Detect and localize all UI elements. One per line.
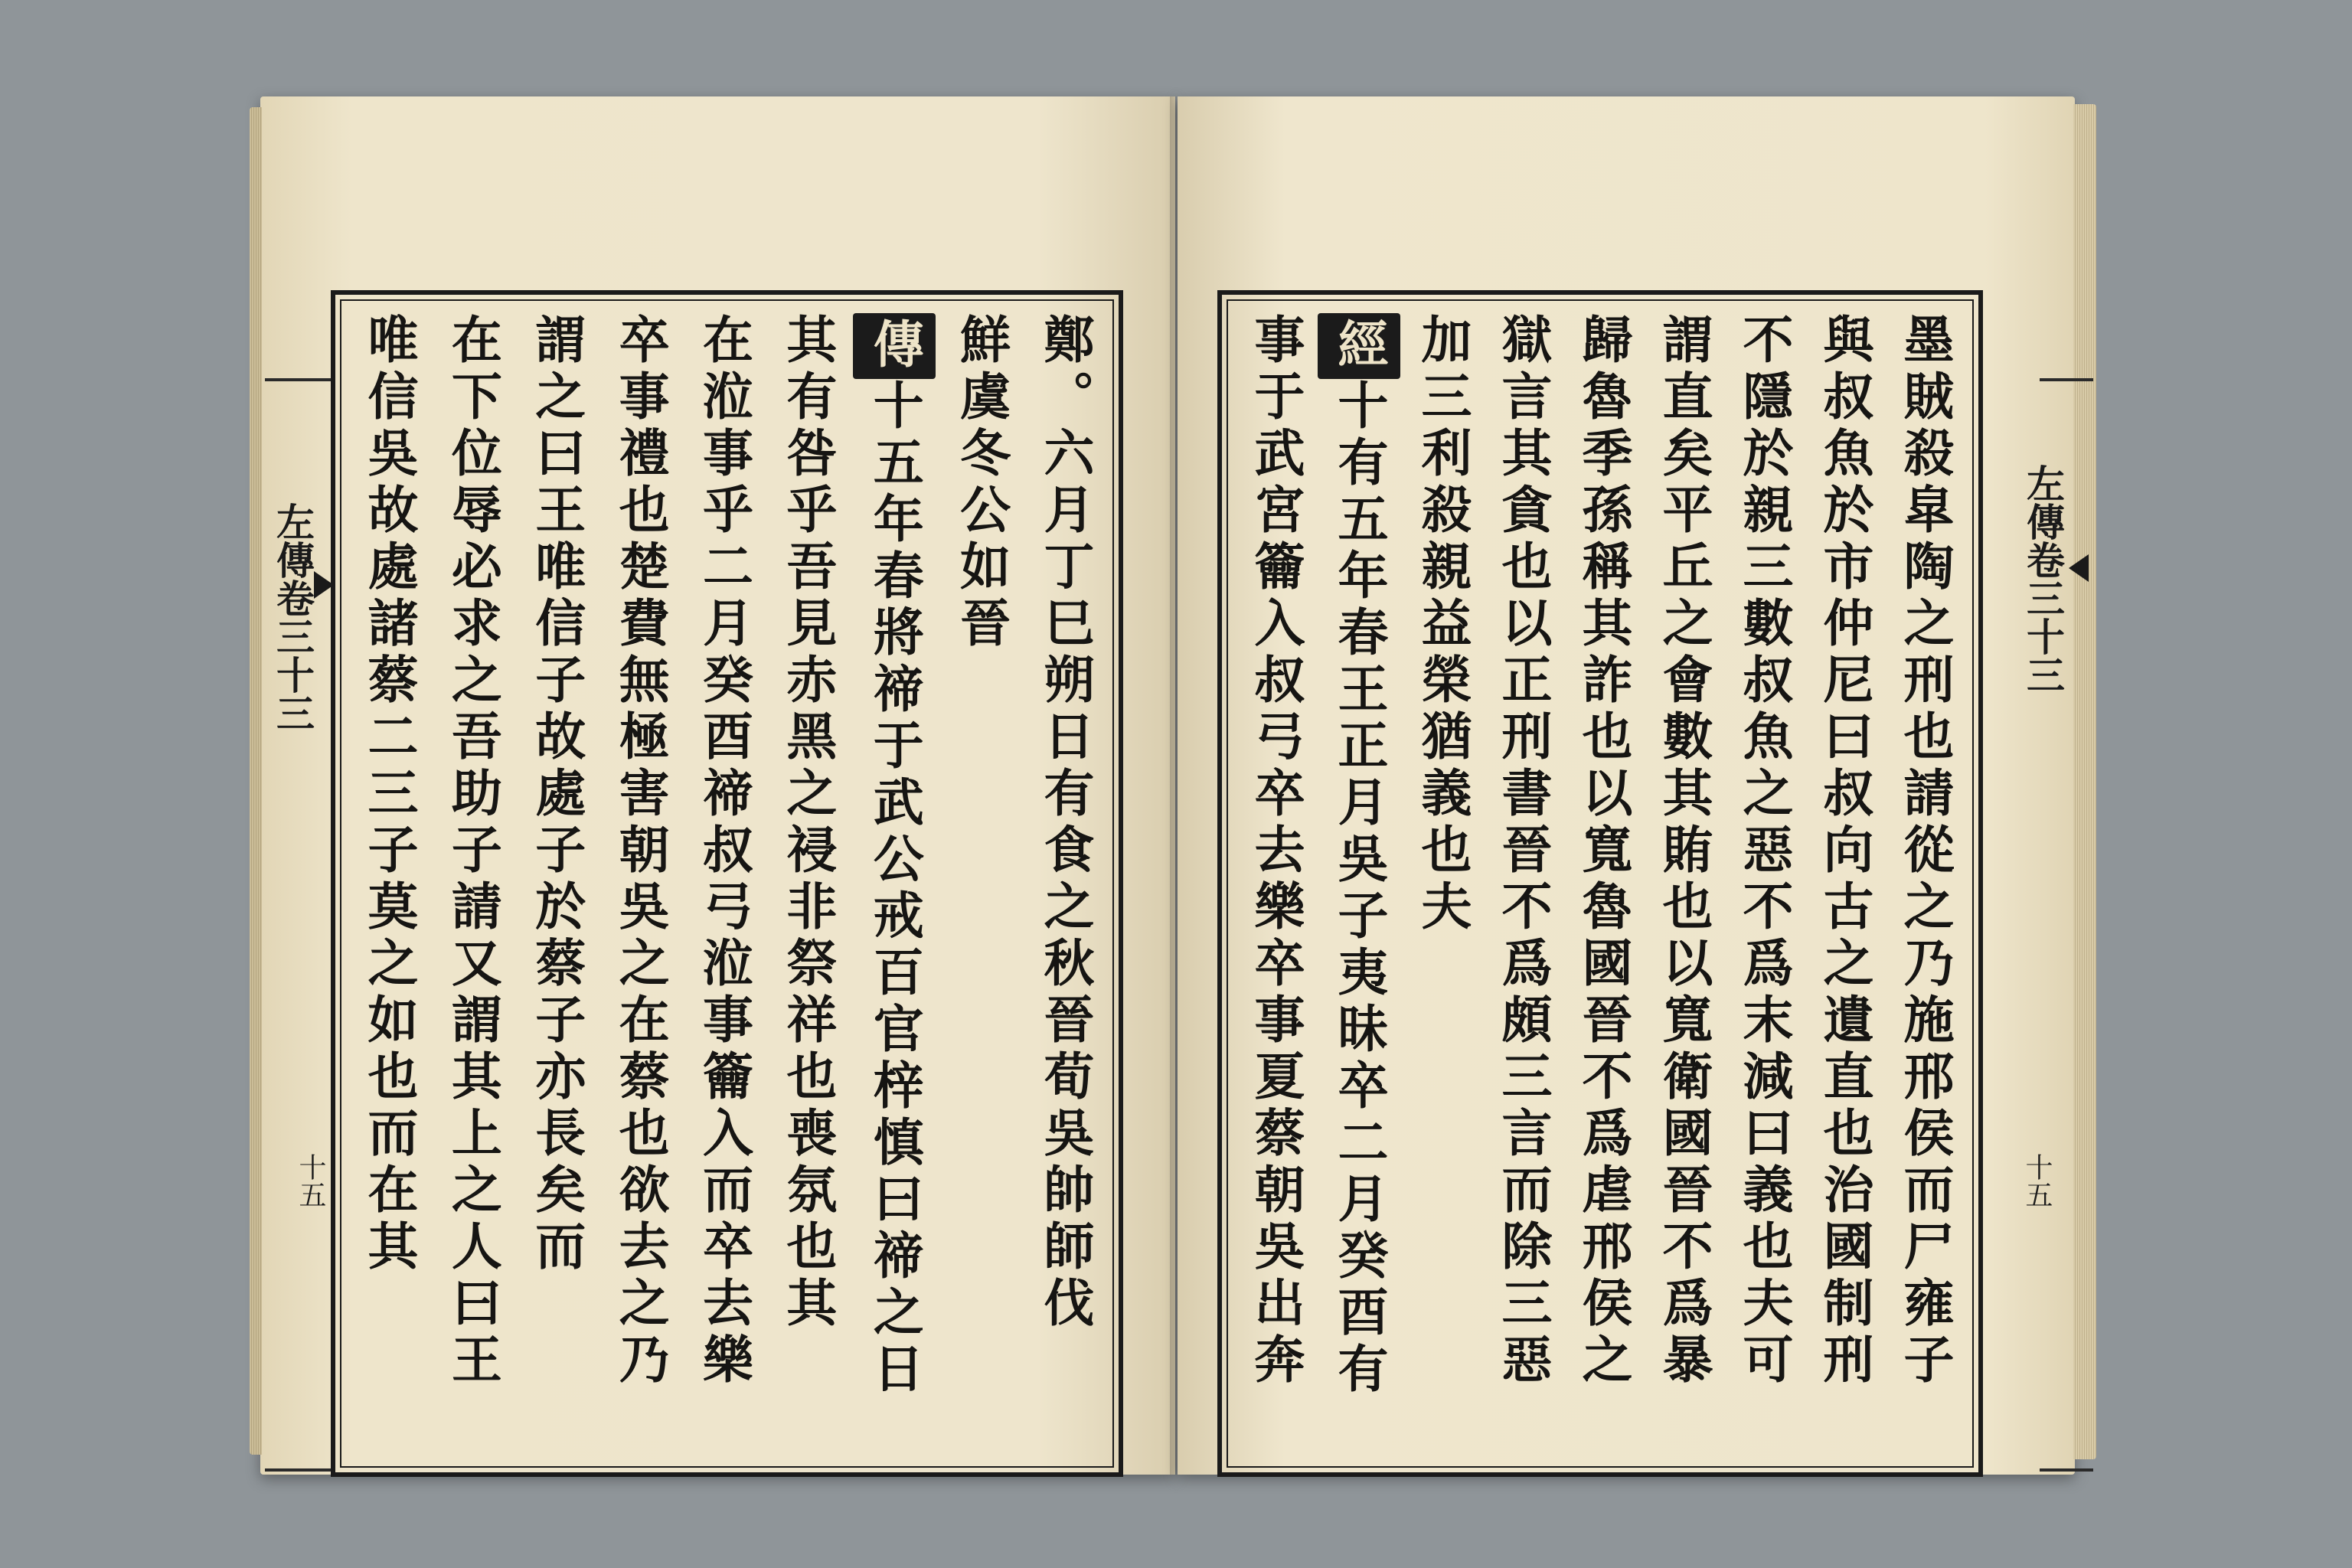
text-column-rest: 十五年春將禘于武公戒百官梓慎曰禘之日 — [864, 379, 925, 1399]
text-column: 其有咎乎吾見赤黑之祲非祭祥也喪氛也其 — [777, 313, 838, 1333]
text-column: 加三利殺親益榮猶義也夫 — [1413, 313, 1472, 936]
right-page-edges — [2073, 104, 2096, 1459]
left-folio: 十五 — [295, 1153, 326, 1208]
text-column: 墨賊殺皐陶之刑也請從之乃施邢侯而尸雍子 — [1895, 313, 1955, 1390]
text-column: 不隱於親三數叔魚之惡不爲末減曰義也夫可 — [1734, 313, 1794, 1390]
open-book — [260, 96, 2075, 1475]
text-column: 鄭。六月丁巳朔日有食之秋晉荀吳帥師伐 — [1035, 313, 1095, 1333]
text-column — [1318, 313, 1400, 1454]
text-column: 謂之曰王唯信子故處子於蔡子亦長矣而 — [526, 313, 586, 1276]
text-column: 事于武宮籥入叔弓卒去樂卒事夏蔡朝吳出奔 — [1246, 313, 1305, 1390]
left-spine-label: 左傳卷三十三 — [270, 502, 315, 732]
text-column — [853, 313, 936, 1454]
right-folio: 十五 — [2021, 1153, 2053, 1208]
right-spine-label: 左傳卷三十三 — [2020, 464, 2066, 694]
text-column: 鮮虞冬公如晉 — [951, 313, 1011, 653]
text-column: 歸魯季孫稱其詐也以寬魯國晉不爲虐邢侯之 — [1573, 313, 1633, 1390]
text-column: 卒事禮也楚費無極害朝吳之在蔡也欲去之乃 — [610, 313, 671, 1390]
classic-marker: 經 — [1318, 313, 1400, 379]
left-text-frame — [331, 290, 1123, 1477]
text-column: 獄言其貪也以正刑書晉不爲頗三言而除三惡 — [1493, 313, 1553, 1390]
spine-fishtail-mark — [2069, 554, 2089, 582]
left-page-edges — [250, 107, 262, 1455]
text-column: 謂直矣平丘之會數其賄也以寬衛國晉不爲暴 — [1654, 313, 1713, 1390]
spine-band-bottom — [265, 1468, 334, 1472]
left-text-columns — [351, 313, 1103, 1454]
commentary-marker: 傳 — [853, 313, 936, 379]
text-column: 在涖事乎二月癸酉禘叔弓涖事籥入而卒去樂 — [694, 313, 754, 1390]
right-text-columns — [1237, 313, 1963, 1454]
spine-band-bottom — [2040, 1468, 2093, 1472]
spine-band-top — [2040, 378, 2093, 381]
right-page — [1178, 96, 2075, 1475]
spine-band-top — [265, 378, 334, 381]
text-column: 在下位辱必求之吾助子請又謂其上之人曰王 — [443, 313, 503, 1390]
right-text-frame — [1217, 290, 1983, 1477]
text-column: 與叔魚於市仲尼曰叔向古之遺直也治國制刑 — [1815, 313, 1874, 1390]
text-column-rest: 十有五年春王正月吳子夷昧卒二月癸酉有 — [1329, 379, 1389, 1399]
left-page — [260, 96, 1175, 1475]
text-column: 唯信吳故處諸蔡二三子莫之如也而在其 — [359, 313, 419, 1276]
